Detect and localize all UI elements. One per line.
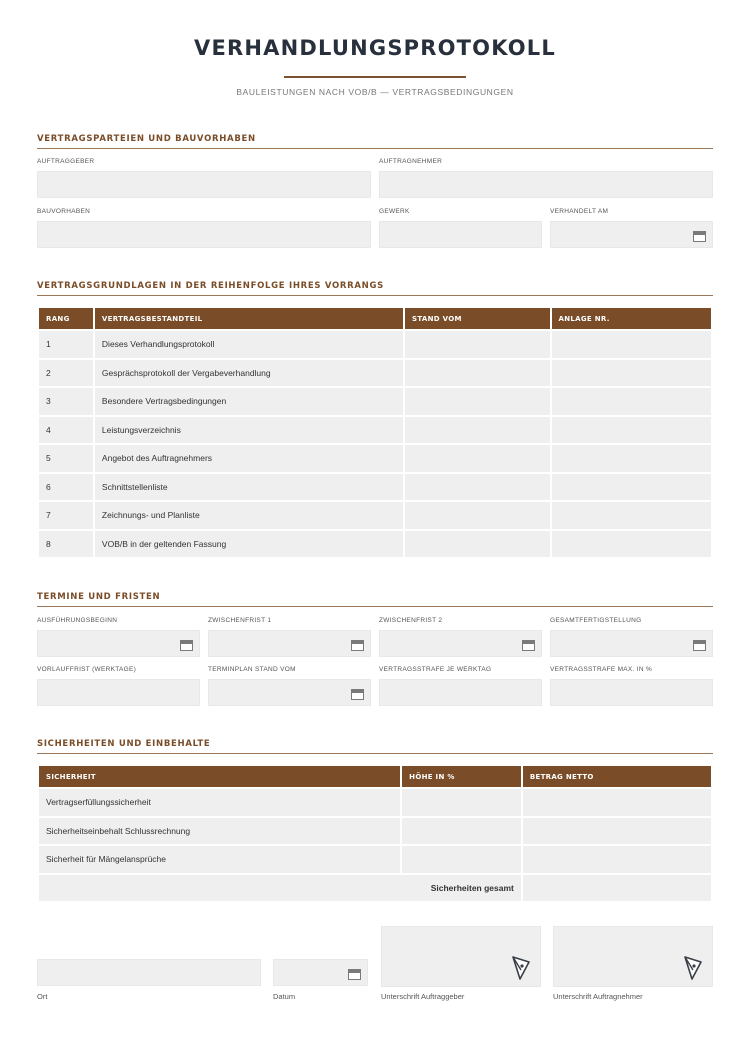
auftraggeber-field[interactable] bbox=[37, 171, 371, 198]
document-subtitle: BAULEISTUNGEN NACH VOB/B — VERTRAGSBEDINGUNGEN bbox=[236, 87, 514, 97]
strafe-werktag-label: VERTRAGSSTRAFE JE WERKTAG bbox=[379, 666, 492, 673]
zwischenfrist1-field[interactable] bbox=[208, 630, 371, 657]
item-cell: Dieses Verhandlungsprotokoll bbox=[95, 331, 403, 358]
item-cell: VOB/B in der geltenden Fassung bbox=[95, 531, 403, 558]
anlage-nr-input[interactable] bbox=[552, 388, 711, 415]
table-row bbox=[39, 531, 711, 558]
rank-cell: 2 bbox=[39, 360, 93, 387]
rank-cell: 1 bbox=[39, 331, 93, 358]
auftragnehmer-field[interactable] bbox=[379, 171, 713, 198]
securities-header-row bbox=[39, 766, 711, 787]
column-header-hoehe: HÖHE IN % bbox=[402, 766, 521, 787]
betrag-input[interactable] bbox=[523, 789, 711, 816]
document-title: VERHANDLUNGSPROTOKOLL bbox=[194, 36, 556, 60]
calendar-icon[interactable] bbox=[522, 640, 535, 651]
ort-field[interactable] bbox=[37, 959, 261, 986]
stand-vom-input[interactable] bbox=[405, 360, 550, 387]
ort-label: Ort bbox=[37, 992, 48, 1001]
terminplan-label: TERMINPLAN STAND VOM bbox=[208, 666, 296, 673]
security-name-cell: Vertragserfüllungssicherheit bbox=[39, 789, 400, 816]
stand-vom-input[interactable] bbox=[405, 331, 550, 358]
column-header-betrag: BETRAG NETTO bbox=[523, 766, 711, 787]
auftraggeber-label: AUFTRAGGEBER bbox=[37, 158, 95, 165]
stand-vom-input[interactable] bbox=[405, 531, 550, 558]
unterschrift-an-label: Unterschrift Auftragnehmer bbox=[553, 992, 643, 1001]
table-row bbox=[39, 417, 711, 444]
anlage-nr-input[interactable] bbox=[552, 502, 711, 529]
item-cell: Angebot des Auftragnehmers bbox=[95, 445, 403, 472]
item-cell: Schnittstellenliste bbox=[95, 474, 403, 501]
section-heading-basis: VERTRAGSGRUNDLAGEN IN DER REIHENFOLGE IHRES VORRANGS bbox=[37, 281, 713, 296]
table-row bbox=[39, 388, 711, 415]
item-cell: Zeichnungs- und Planliste bbox=[95, 502, 403, 529]
stand-vom-input[interactable] bbox=[405, 445, 550, 472]
zwischenfrist2-label: ZWISCHENFRIST 2 bbox=[379, 617, 443, 624]
calendar-icon[interactable] bbox=[351, 640, 364, 651]
bauvorhaben-label: BAUVORHABEN bbox=[37, 208, 91, 215]
verhandelt-am-label: VERHANDELT AM bbox=[550, 208, 609, 215]
gesamtfertigstellung-field[interactable] bbox=[550, 630, 713, 657]
section-heading-parties: VERTRAGSPARTEIEN UND BAUVORHABEN bbox=[37, 134, 713, 149]
title-divider bbox=[284, 76, 466, 78]
gewerk-label: GEWERK bbox=[379, 208, 410, 215]
ausfuehrungsbeginn-field[interactable] bbox=[37, 630, 200, 657]
table-row bbox=[39, 445, 711, 472]
auftragnehmer-label: AUFTRAGNEHMER bbox=[379, 158, 443, 165]
total-row bbox=[39, 875, 711, 902]
verhandelt-am-field[interactable] bbox=[550, 221, 713, 248]
signature-box-auftragnehmer[interactable] bbox=[553, 926, 713, 987]
bauvorhaben-field[interactable] bbox=[37, 221, 371, 248]
column-header-sicherheit: SICHERHEIT bbox=[39, 766, 400, 787]
rank-cell: 8 bbox=[39, 531, 93, 558]
total-betrag-field[interactable] bbox=[523, 875, 711, 902]
pen-nib-icon bbox=[682, 956, 704, 980]
table-row bbox=[39, 846, 711, 873]
anlage-nr-input[interactable] bbox=[552, 360, 711, 387]
table-row bbox=[39, 474, 711, 501]
vorlauffrist-label: VORLAUFFRIST (WERKTAGE) bbox=[37, 666, 137, 673]
securities-table bbox=[37, 764, 713, 903]
stand-vom-input[interactable] bbox=[405, 388, 550, 415]
rank-cell: 5 bbox=[39, 445, 93, 472]
basis-table bbox=[37, 306, 713, 559]
unterschrift-ag-label: Unterschrift Auftraggeber bbox=[381, 992, 465, 1001]
hoehe-input[interactable] bbox=[402, 818, 521, 845]
calendar-icon[interactable] bbox=[180, 640, 193, 651]
gesamtfertigstellung-label: GESAMTFERTIGSTELLUNG bbox=[550, 617, 642, 624]
zwischenfrist1-label: ZWISCHENFRIST 1 bbox=[208, 617, 272, 624]
vorlauffrist-field[interactable] bbox=[37, 679, 200, 706]
stand-vom-input[interactable] bbox=[405, 502, 550, 529]
item-cell: Leistungsverzeichnis bbox=[95, 417, 403, 444]
betrag-input[interactable] bbox=[523, 818, 711, 845]
table-row bbox=[39, 818, 711, 845]
rank-cell: 4 bbox=[39, 417, 93, 444]
anlage-nr-input[interactable] bbox=[552, 474, 711, 501]
basis-header-row bbox=[39, 308, 711, 329]
ausfuehrungsbeginn-label: AUSFÜHRUNGSBEGINN bbox=[37, 617, 118, 624]
datum-field[interactable] bbox=[273, 959, 368, 986]
column-header-bestandteil: VERTRAGSBESTANDTEIL bbox=[95, 308, 403, 329]
stand-vom-input[interactable] bbox=[405, 417, 550, 444]
anlage-nr-input[interactable] bbox=[552, 445, 711, 472]
signature-box-auftraggeber[interactable] bbox=[381, 926, 541, 987]
zwischenfrist2-field[interactable] bbox=[379, 630, 542, 657]
anlage-nr-input[interactable] bbox=[552, 417, 711, 444]
gewerk-field[interactable] bbox=[379, 221, 542, 248]
strafe-max-field[interactable] bbox=[550, 679, 713, 706]
table-row bbox=[39, 331, 711, 358]
column-header-anlage-nr: ANLAGE NR. bbox=[552, 308, 711, 329]
calendar-icon[interactable] bbox=[693, 231, 706, 242]
calendar-icon[interactable] bbox=[351, 689, 364, 700]
rank-cell: 6 bbox=[39, 474, 93, 501]
datum-label: Datum bbox=[273, 992, 296, 1001]
hoehe-input[interactable] bbox=[402, 789, 521, 816]
column-header-stand-vom: STAND VOM bbox=[405, 308, 550, 329]
pen-nib-icon bbox=[510, 956, 532, 980]
betrag-input[interactable] bbox=[523, 846, 711, 873]
item-cell: Besondere Vertragsbedingungen bbox=[95, 388, 403, 415]
section-heading-deadlines: TERMINE UND FRISTEN bbox=[37, 592, 713, 607]
rank-cell: 3 bbox=[39, 388, 93, 415]
hoehe-input[interactable] bbox=[402, 846, 521, 873]
table-row bbox=[39, 502, 711, 529]
table-row bbox=[39, 360, 711, 387]
terminplan-field[interactable] bbox=[208, 679, 371, 706]
security-name-cell: Sicherheitseinbehalt Schlussrechnung bbox=[39, 818, 400, 845]
rank-cell: 7 bbox=[39, 502, 93, 529]
strafe-werktag-field[interactable] bbox=[379, 679, 542, 706]
strafe-max-label: VERTRAGSSTRAFE MAX. IN % bbox=[550, 666, 653, 673]
security-name-cell: Sicherheit für Mängelansprüche bbox=[39, 846, 400, 873]
column-header-rang: RANG bbox=[39, 308, 93, 329]
calendar-icon[interactable] bbox=[693, 640, 706, 651]
calendar-icon[interactable] bbox=[348, 969, 361, 980]
table-row bbox=[39, 789, 711, 816]
item-cell: Gesprächsprotokoll der Vergabeverhandlung bbox=[95, 360, 403, 387]
section-heading-securities: SICHERHEITEN UND EINBEHALTE bbox=[37, 739, 713, 754]
total-label: Sicherheiten gesamt bbox=[39, 875, 521, 902]
stand-vom-input[interactable] bbox=[405, 474, 550, 501]
anlage-nr-input[interactable] bbox=[552, 531, 711, 558]
anlage-nr-input[interactable] bbox=[552, 331, 711, 358]
